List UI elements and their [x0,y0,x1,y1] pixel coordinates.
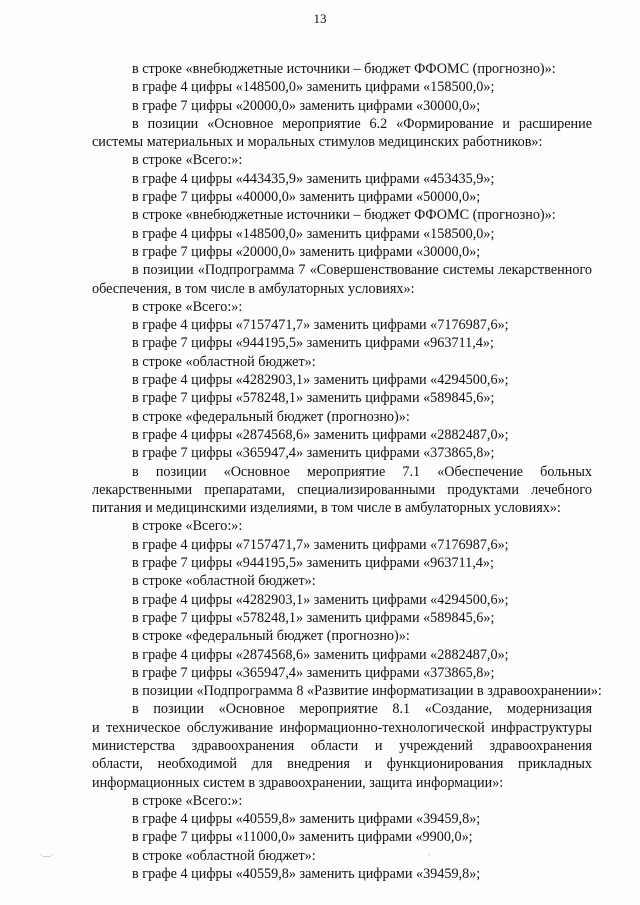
text-line: в строке «Всего:»: [132,792,243,809]
text-line: в графе 4 цифры «40559,8» заменить цифрами «39459,8»; [132,866,481,883]
text-line: в графе 4 цифры «2874568,6» заменить цифрами «2882487,0»; [132,426,509,443]
text-line: в строке «внебюджетные источники – бюджет ФФОМС (прогнозно)»: [132,61,556,77]
text-line: обеспечения, в том числе в амбулаторных условиях»: [92,280,415,297]
text-line: в графе 7 цифры «20000,0» заменить цифрами «30000,0»; [132,97,481,114]
text-line: в позиции «Основное мероприятие 7.1 «Обеспечение больных [132,463,592,480]
text-line: в графе 4 цифры «4282903,1» заменить цифрами «4294500,6»; [132,372,509,389]
text-line: в графе 7 цифры «944195,5» заменить цифрами «963711,4»; [132,555,494,572]
text-line: в позиции «Основное мероприятие 8.1 «Создание, модернизация [132,701,592,718]
text-line: в строке «Всего:»: [132,518,243,535]
text-line: министерства здравоохранения области и учреждений здравоохранения [92,737,592,754]
text-line: в графе 7 цифры «944195,5» заменить цифрами «963711,4»; [132,335,494,352]
text-line: в графе 7 цифры «365947,4» заменить цифрами «373865,8»; [132,445,495,462]
text-line: в графе 7 цифры «40000,0» заменить цифрами «50000,0»; [132,189,481,206]
text-line: в графе 7 цифры «11000,0» заменить цифрами «9900,0»; [132,829,473,846]
text-line: в позиции «Основное мероприятие 6.2 «Формирование и расширение [132,115,592,132]
text-line: в строке «областной бюджет»: [132,573,316,590]
document-body [92,60,602,883]
scan-artifact: · [428,851,431,860]
text-line: в строке «внебюджетные источники – бюджет ФФОМС (прогнозно)»: [132,207,556,224]
text-line: в строке «федеральный бюджет (прогнозно)»: [132,628,410,645]
text-line: информационных систем в здравоохранении, защита информации»: [92,774,504,791]
text-line: в графе 4 цифры «4282903,1» заменить цифрами «4294500,6»; [132,591,509,608]
text-line: в графе 4 цифры «443435,9» заменить цифрами «453435,9»; [132,170,495,187]
text-line: области, необходимой для внедрения и функционирования прикладных [92,756,592,773]
text-line: в графе 4 цифры «148500,0» заменить цифрами «158500,0»; [132,79,495,96]
text-line: в строке «федеральный бюджет (прогнозно)»: [132,408,410,425]
text-line: в графе 4 цифры «40559,8» заменить цифрами «39459,8»; [132,811,481,828]
text-line: в позиции «Подпрограмма 8 «Развитие информатизации в здравоохранении»: [132,683,602,700]
text-line: в графе 4 цифры «7157471,7» заменить цифрами «7176987,6»; [132,536,509,553]
text-line: лекарственными препаратами, специализированными продуктами лечебного [92,481,592,498]
text-line: и техническое обслуживание информационно-технологической инфраструктуры [92,719,592,736]
text-line: в графе 7 цифры «20000,0» заменить цифрами «30000,0»; [132,243,481,260]
text-line: в графе 7 цифры «578248,1» заменить цифрами «589845,6»; [132,390,495,407]
text-line: в строке «областной бюджет»: [132,353,316,370]
text-line: в графе 7 цифры «578248,1» заменить цифрами «589845,6»; [132,609,495,626]
text-line: в графе 4 цифры «148500,0» заменить цифрами «158500,0»; [132,225,495,242]
text-line: в строке «областной бюджет»: [132,847,316,864]
page-number: 13 [313,11,327,26]
text-line: в строке «Всего:»: [132,298,243,315]
text-line: в графе 4 цифры «7157471,7» заменить цифрами «7176987,6»; [132,317,509,334]
text-line: в графе 4 цифры «2874568,6» заменить цифрами «2882487,0»; [132,646,509,663]
text-line: питания и медицинскими изделиями, в том числе в амбулаторных условиях»: [92,500,561,517]
text-line: в графе 7 цифры «365947,4» заменить цифрами «373865,8»; [132,664,495,681]
text-line: в строке «Всего:»: [132,152,243,169]
text-line: в позиции «Подпрограмма 7 «Совершенствование системы лекарственного [132,262,592,279]
text-line: системы материальных и моральных стимулов медицинских работников»: [92,134,543,151]
scan-artifact: ·—· [40,851,54,860]
